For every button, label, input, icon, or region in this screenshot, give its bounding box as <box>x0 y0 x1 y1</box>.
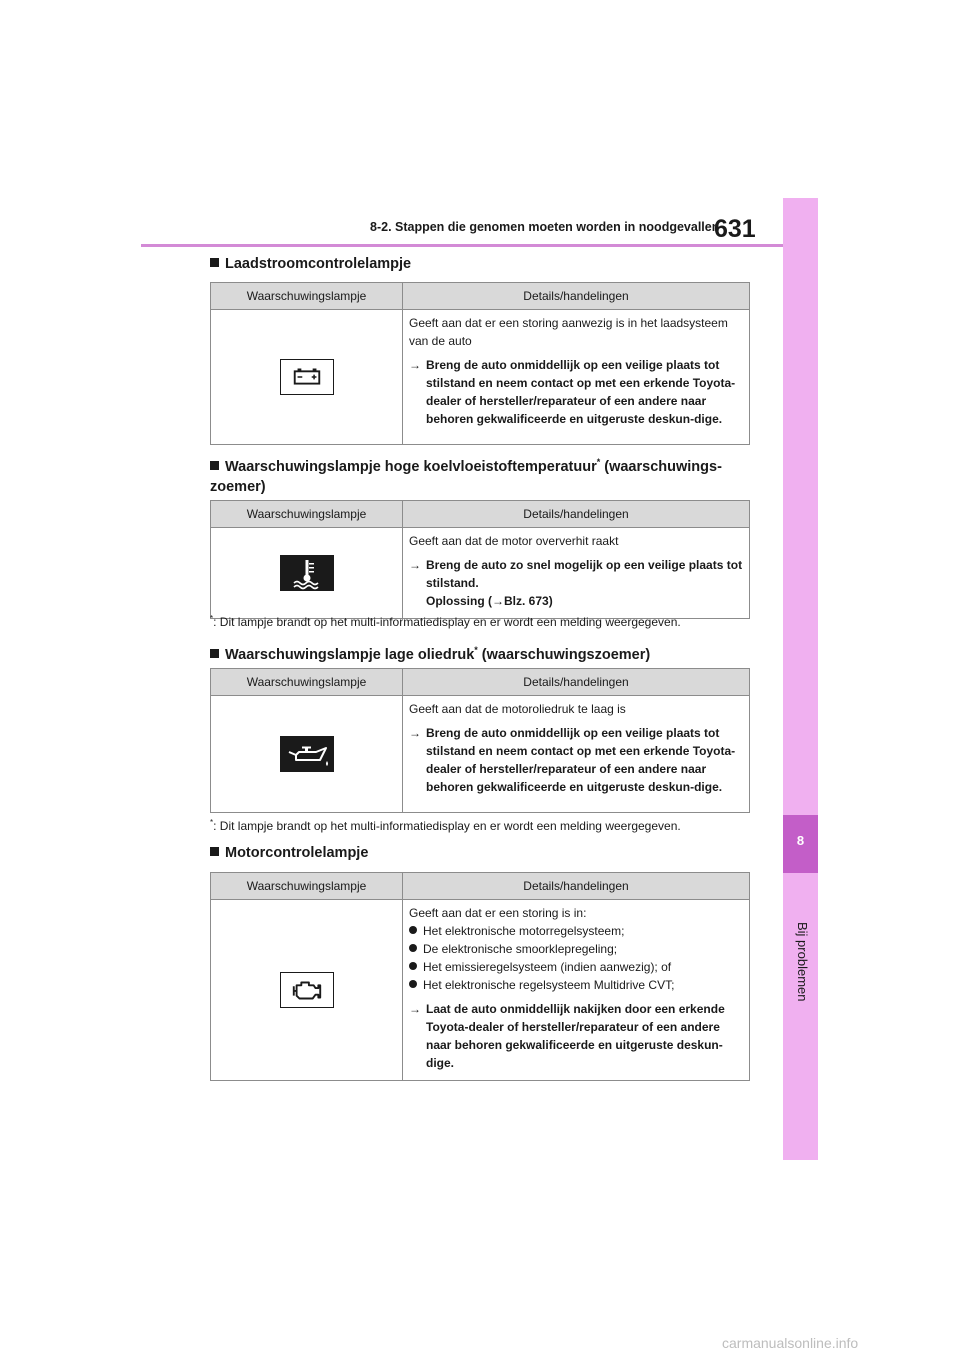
warning-table <box>210 872 750 1081</box>
list-item <box>409 958 743 976</box>
footnote-text: : Dit lampje brandt op het multi-informatiedisplay en er wordt een melding weergegeven. <box>213 819 681 833</box>
coolant-temperature-icon <box>280 555 334 591</box>
column-header-details: Details/handelingen <box>403 283 750 310</box>
action-item <box>409 556 743 610</box>
section-title: Motorcontrolelampje <box>225 845 369 861</box>
action-text: Breng de auto zo snel mogelijk op een veilige plaats tot stilstand. <box>426 558 743 590</box>
details-cell <box>403 528 750 619</box>
list-item-text: De elektronische smoorklepregeling; <box>423 942 618 956</box>
oil-pressure-icon <box>280 736 334 772</box>
action-text: Breng de auto onmiddellijk op een veilige plaats tot stilstand en neem contact op met een erkende Toyota-dealer of hersteller/reparateur of een andere naar behoren gekwalificeerde en uitgeruste deskun-dige. <box>426 726 736 794</box>
list-item-text: Het elektronische regelsysteem Multidrive CVT; <box>423 978 675 992</box>
table-row <box>211 528 750 619</box>
square-bullet-icon <box>210 649 219 658</box>
list-item <box>409 940 743 958</box>
lamp-cell <box>211 900 403 1081</box>
header-rule <box>141 244 783 247</box>
details-cell <box>403 310 750 445</box>
bullet-icon <box>409 922 423 940</box>
action-item <box>409 724 743 796</box>
action-text: Breng de auto onmiddellijk op een veilige plaats tot stilstand en neem contact op met een erkende Toyota-dealer of hersteller/reparateur of een andere naar behoren gekwalificeerde en uitgeruste deskun-dige. <box>426 358 736 426</box>
breadcrumb: 8-2. Stappen die genomen moeten worden in noodgevallen <box>370 220 720 234</box>
chapter-number: 8 <box>796 833 805 848</box>
section-title: Waarschuwingslampje lage oliedruk <box>225 646 475 663</box>
page-number: 631 <box>714 215 756 243</box>
section-heading <box>210 452 750 497</box>
footnote-marker: * <box>596 457 601 467</box>
table-header-row <box>211 669 750 696</box>
battery-icon <box>280 359 334 395</box>
arrow-icon: → <box>409 358 421 372</box>
lamp-cell <box>211 310 403 445</box>
engine-check-icon <box>280 972 334 1008</box>
footnote-marker: * <box>474 645 478 655</box>
arrow-icon: → <box>409 1002 421 1016</box>
table-row <box>211 900 750 1081</box>
chapter-sidebar <box>783 198 818 1160</box>
table-header-row <box>211 501 750 528</box>
column-header-lamp: Waarschuwingslampje <box>211 669 403 696</box>
column-header-details: Details/handelingen <box>403 873 750 900</box>
bullet-icon <box>409 958 423 976</box>
column-header-details: Details/handelingen <box>403 501 750 528</box>
details-cell <box>403 900 750 1081</box>
page-reference-link[interactable]: Oplossing (→Blz. 673) <box>426 594 553 608</box>
lamp-description: Geeft aan dat de motoroliedruk te laag is <box>409 702 626 716</box>
column-header-lamp: Waarschuwingslampje <box>211 283 403 310</box>
list-item-text: Het elektronische motorregelsysteem; <box>423 924 625 938</box>
footnote <box>210 818 681 833</box>
section-title: Waarschuwingslampje hoge koelvloeistoftemperatuur <box>225 458 597 475</box>
lamp-cell <box>211 696 403 813</box>
lamp-description: Geeft aan dat er een storing is in: <box>409 906 587 920</box>
action-item <box>409 1000 743 1072</box>
footnote-text: : Dit lampje brandt op het multi-informatiedisplay en er wordt een melding weergegeven. <box>213 615 681 629</box>
list-item-text: Het emissieregelsysteem (indien aanwezig); of <box>423 960 672 974</box>
bullet-icon <box>409 940 423 958</box>
arrow-icon: → <box>409 726 421 740</box>
warning-table <box>210 668 750 813</box>
chapter-label: Bij problemen <box>795 922 810 1002</box>
table-row <box>211 696 750 813</box>
section-title-suffix: (waarschuwingszoemer) <box>477 646 651 663</box>
table-header-row <box>211 283 750 310</box>
section-title-suffix: (waarschuwings-zoemer) <box>210 458 722 495</box>
details-cell <box>403 696 750 813</box>
square-bullet-icon <box>210 847 219 856</box>
action-group <box>426 556 743 610</box>
watermark: carmanualsonline.info <box>722 1335 859 1351</box>
lamp-description: Geeft aan dat er een storing aanwezig is in het laadsysteem van de auto <box>409 316 728 348</box>
warning-table <box>210 500 750 619</box>
list-item <box>409 922 743 940</box>
square-bullet-icon <box>210 258 219 267</box>
section-heading <box>210 640 650 665</box>
table-row <box>211 310 750 445</box>
lamp-description: Geeft aan dat de motor oververhit raakt <box>409 534 619 548</box>
footnote-marker: * <box>210 818 214 827</box>
square-bullet-icon <box>210 461 219 470</box>
list-item <box>409 976 743 994</box>
column-header-lamp: Waarschuwingslampje <box>211 873 403 900</box>
warning-table <box>210 282 750 445</box>
lamp-cell <box>211 528 403 619</box>
section-heading <box>210 254 411 274</box>
column-header-lamp: Waarschuwingslampje <box>211 501 403 528</box>
footnote-marker: * <box>210 614 214 623</box>
section-title: Laadstroomcontrolelampje <box>225 256 412 272</box>
arrow-icon: → <box>409 558 421 572</box>
bullet-icon <box>409 976 423 994</box>
column-header-details: Details/handelingen <box>403 669 750 696</box>
section-heading <box>210 843 368 863</box>
action-item <box>409 356 743 428</box>
action-text: Laat de auto onmiddellijk nakijken door een erkende Toyota-dealer of hersteller/reparateur of een andere naar behoren gekwalificeerde en uitgeruste deskun-dige. <box>426 1002 725 1070</box>
footnote <box>210 614 681 629</box>
table-header-row <box>211 873 750 900</box>
